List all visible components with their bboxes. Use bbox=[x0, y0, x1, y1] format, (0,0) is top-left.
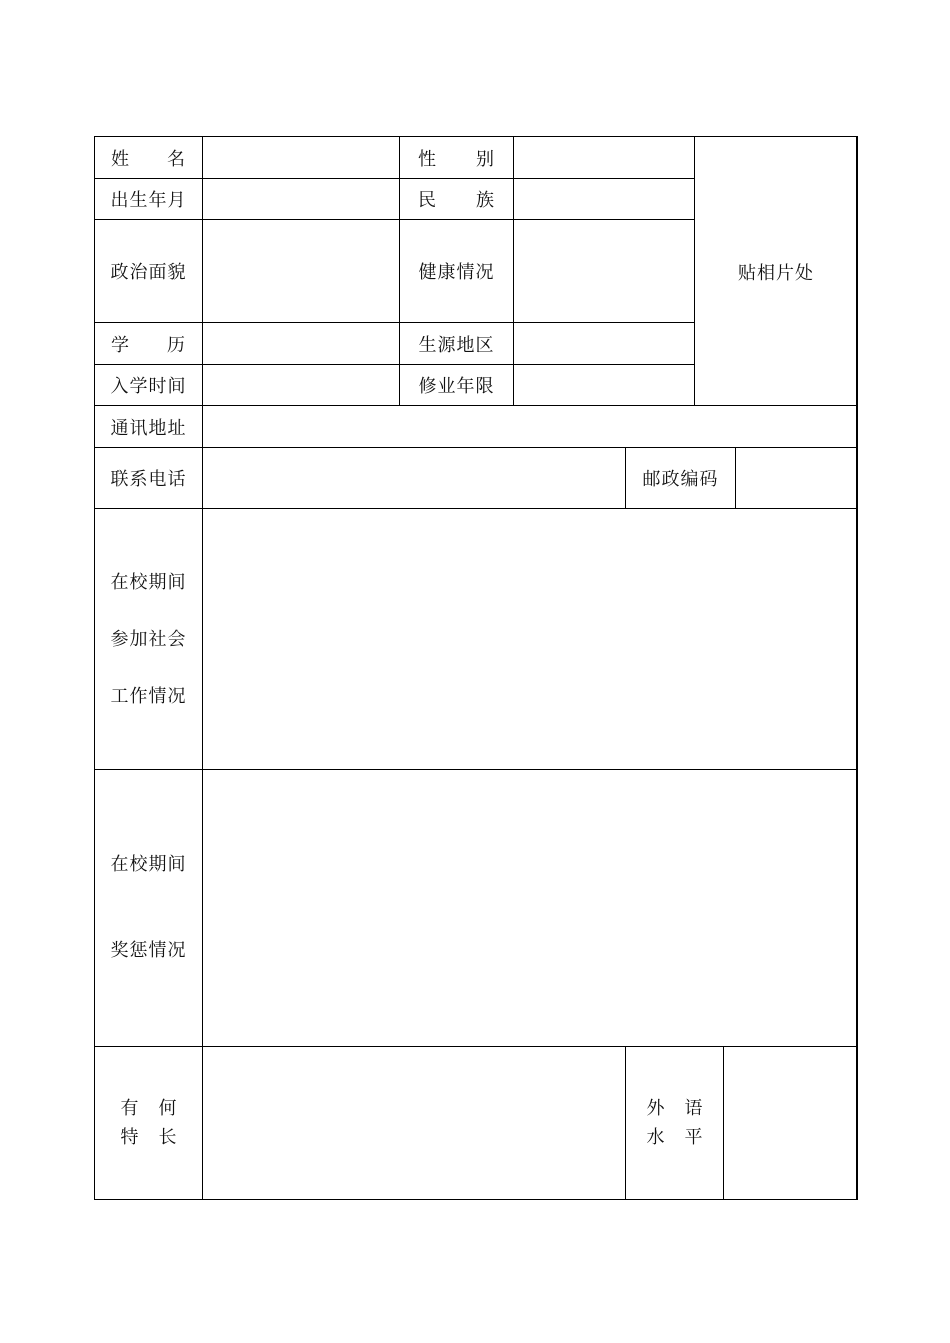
registration-form bbox=[94, 136, 858, 1200]
ethnicity-label-char: 族 bbox=[476, 190, 495, 211]
phone-field[interactable] bbox=[203, 448, 625, 508]
ethnicity-label bbox=[400, 179, 513, 219]
specialty-label-char: 何 bbox=[158, 1098, 177, 1119]
postcode-label: 邮政编码 bbox=[642, 469, 719, 490]
specialty-field[interactable] bbox=[203, 1047, 625, 1199]
photo-placeholder: 贴相片处 bbox=[738, 263, 814, 284]
duration-field[interactable] bbox=[514, 365, 694, 405]
language-label-row bbox=[647, 1123, 703, 1152]
origin-label: 生源地区 bbox=[418, 334, 495, 356]
social-work-label-line: 工作情况 bbox=[110, 685, 187, 707]
language-label-char: 语 bbox=[684, 1098, 703, 1119]
address-label: 通讯地址 bbox=[110, 417, 187, 439]
language-label-char: 水 bbox=[646, 1127, 665, 1148]
awards-label-line: 在校期间 bbox=[110, 854, 187, 875]
name-label-char: 名 bbox=[167, 148, 186, 170]
health-label: 健康情况 bbox=[418, 262, 495, 283]
education-label bbox=[95, 323, 202, 364]
specialty-label-row bbox=[121, 1094, 177, 1123]
gender-label-char: 性 bbox=[418, 148, 437, 170]
education-label-char: 历 bbox=[167, 334, 186, 356]
language-label-row bbox=[647, 1094, 703, 1123]
specialty-label bbox=[95, 1047, 202, 1199]
specialty-label-char: 长 bbox=[158, 1127, 177, 1148]
birth-field[interactable] bbox=[203, 179, 399, 219]
awards-label-line: 奖惩情况 bbox=[110, 940, 187, 961]
specialty-label-char: 有 bbox=[120, 1098, 139, 1119]
name-field[interactable] bbox=[203, 137, 399, 178]
language-label-char: 平 bbox=[684, 1127, 703, 1148]
language-label-char: 外 bbox=[646, 1098, 665, 1119]
social-work-label-line: 参加社会 bbox=[110, 628, 187, 650]
address-field[interactable] bbox=[203, 406, 857, 447]
postcode-field[interactable] bbox=[736, 448, 857, 508]
name-label bbox=[95, 137, 202, 178]
health-field[interactable] bbox=[514, 220, 694, 322]
education-label-char: 学 bbox=[111, 334, 130, 356]
birth-label: 出生年月 bbox=[110, 190, 187, 211]
specialty-label-char: 特 bbox=[120, 1127, 139, 1148]
phone-label: 联系电话 bbox=[110, 469, 187, 490]
awards-label bbox=[95, 770, 202, 1046]
language-label bbox=[626, 1047, 723, 1199]
duration-label: 修业年限 bbox=[418, 376, 495, 397]
enroll-field[interactable] bbox=[203, 365, 399, 405]
awards-field[interactable] bbox=[203, 770, 857, 1046]
ethnicity-label-char: 民 bbox=[418, 190, 437, 211]
name-label-char: 姓 bbox=[111, 148, 130, 170]
politics-label: 政治面貌 bbox=[110, 262, 187, 283]
social-work-label-line: 在校期间 bbox=[110, 571, 187, 593]
social-work-field[interactable] bbox=[203, 509, 857, 769]
enroll-label: 入学时间 bbox=[110, 376, 187, 397]
education-field[interactable] bbox=[203, 323, 399, 364]
ethnicity-field[interactable] bbox=[514, 179, 694, 219]
politics-field[interactable] bbox=[203, 220, 399, 322]
specialty-label-row bbox=[121, 1123, 177, 1152]
gender-label bbox=[400, 137, 513, 178]
social-work-label bbox=[95, 509, 202, 769]
origin-field[interactable] bbox=[514, 323, 694, 364]
gender-label-char: 别 bbox=[476, 148, 495, 170]
language-field[interactable] bbox=[724, 1047, 857, 1199]
gender-field[interactable] bbox=[514, 137, 694, 178]
